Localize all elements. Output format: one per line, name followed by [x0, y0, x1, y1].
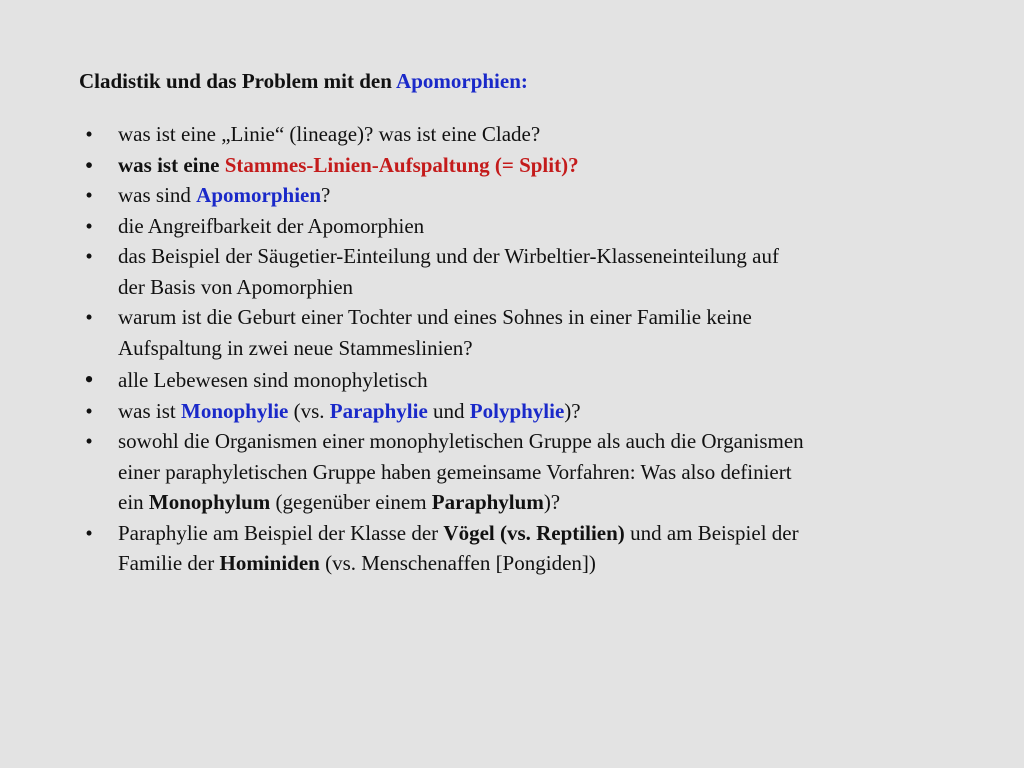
item-text: (vs. [288, 398, 330, 423]
item-text: (gegenüber einem [270, 490, 432, 514]
slide-title [79, 66, 979, 96]
list-item-monophyletisch [79, 365, 979, 396]
bullet-icon: • [85, 305, 93, 329]
term-monophylum: Monophylum [148, 490, 271, 514]
term-voegel: Vögel (vs. Reptilien) [443, 520, 625, 545]
slide-content [79, 66, 979, 579]
bullet-icon: • [85, 122, 93, 146]
item-text-line1: warum ist die Geburt einer Tochter und eines Sohnes in einer Familie keine [118, 305, 752, 329]
item-text-line1: sowohl die Organismen einer monophyletischen Gruppe als auch die Organismen [118, 429, 804, 453]
list-item-monophylum [79, 426, 979, 518]
item-text: ein [118, 490, 149, 514]
list-item-saeugetier [79, 241, 979, 302]
item-text: was ist eine [118, 152, 225, 177]
item-text: die Angreifbarkeit der Apomorphien [118, 213, 425, 238]
list-item-lineage [79, 119, 979, 150]
bullet-icon: • [85, 398, 93, 423]
bullet-icon: • [85, 213, 93, 238]
item-text: und [427, 398, 470, 423]
term-monophylie: Monophylie [181, 398, 289, 423]
item-text: was ist eine „Linie“ (lineage)? was ist eine Clade? [118, 122, 541, 146]
list-item-tochter-sohn [79, 302, 979, 363]
item-text-line2: der Basis von Apomorphien [118, 274, 354, 299]
item-highlight: Apomorphien [196, 183, 322, 207]
list-item-apomorphien [79, 180, 979, 211]
item-text: und am Beispiel der [624, 520, 799, 545]
bullet-list [79, 119, 979, 579]
term-polyphylie: Polyphylie [469, 398, 565, 423]
item-text: alle Lebewesen sind monophyletisch [118, 368, 428, 392]
item-highlight: Stammes-Linien-Aufspaltung (= Split)? [224, 152, 579, 177]
item-text: (vs. Menschenaffen [Pongiden]) [319, 551, 596, 575]
item-text-line2: Aufspaltung in zwei neue Stammeslinien? [118, 335, 473, 360]
title-highlight: Apomorphien: [396, 69, 528, 93]
bullet-icon: • [85, 429, 93, 453]
list-item-monophylie [79, 396, 979, 427]
bullet-icon: • [85, 520, 93, 545]
list-item-paraphylie-beispiel [79, 518, 979, 579]
item-text-line2: einer paraphyletischen Gruppe haben gemeinsame Vorfahren: Was also definiert [118, 459, 792, 484]
item-text: was sind [118, 183, 197, 207]
list-item-split [79, 150, 979, 181]
item-text: )? [543, 490, 561, 514]
item-text: )? [564, 398, 581, 423]
item-suffix: ? [321, 183, 331, 207]
title-prefix: Cladistik und das Problem mit den [79, 69, 397, 93]
item-text-line1: das Beispiel der Säugetier-Einteilung und der Wirbeltier-Klasseneinteilung auf [118, 244, 779, 268]
term-hominiden: Hominiden [219, 551, 320, 575]
term-paraphylie: Paraphylie [329, 398, 428, 423]
bullet-icon: • [85, 152, 93, 177]
term-paraphylum: Paraphylum [431, 490, 544, 514]
item-text: Familie der [118, 551, 220, 575]
item-text: Paraphylie am Beispiel der Klasse der [118, 520, 444, 545]
list-item-angreifbarkeit [79, 211, 979, 242]
bullet-icon: • [84, 365, 94, 394]
bullet-icon: • [85, 244, 93, 268]
bullet-icon: • [85, 183, 93, 207]
item-text: was ist [118, 398, 181, 423]
